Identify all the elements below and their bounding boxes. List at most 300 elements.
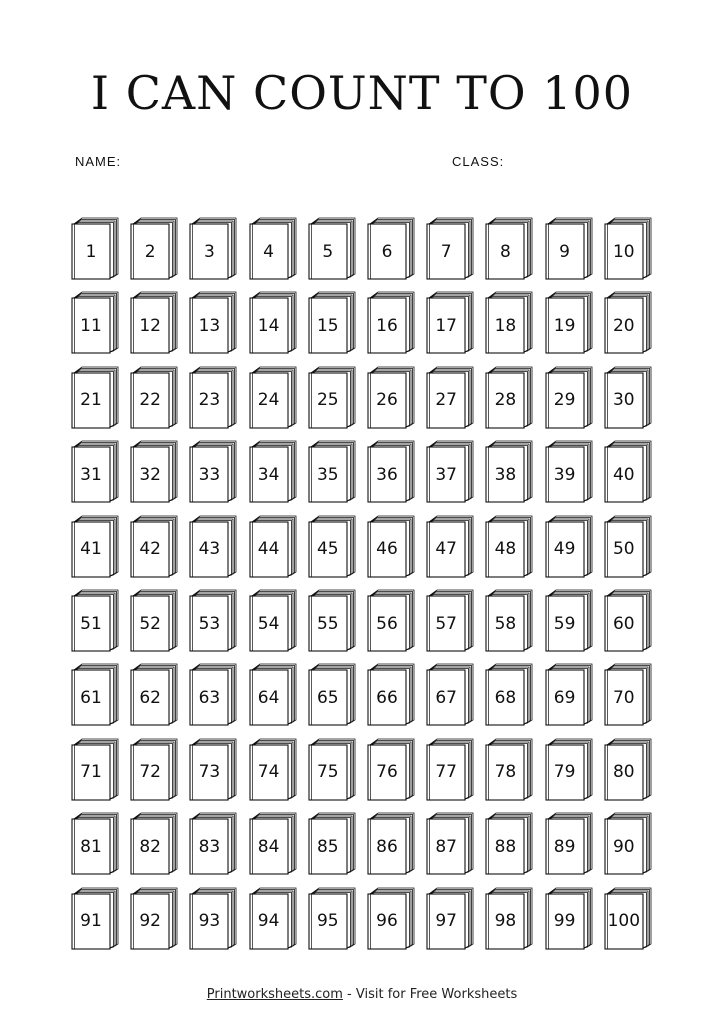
number-book	[425, 512, 475, 578]
book-number: 58	[494, 613, 517, 634]
number-book	[70, 214, 120, 280]
number-book	[129, 437, 179, 503]
number-book	[603, 214, 653, 280]
number-book	[307, 512, 357, 578]
number-book	[70, 512, 120, 578]
book-number: 34	[257, 464, 280, 485]
open-book-icon	[188, 214, 238, 280]
number-book	[425, 660, 475, 726]
number-book	[425, 363, 475, 429]
number-book	[188, 884, 238, 950]
open-book-icon	[307, 288, 357, 354]
open-book-icon	[366, 437, 416, 503]
book-number: 8	[499, 241, 511, 262]
open-book-icon	[129, 214, 179, 280]
number-book	[188, 288, 238, 354]
book-number: 86	[376, 836, 398, 857]
open-book-icon	[307, 660, 357, 726]
book-number: 98	[494, 911, 517, 932]
number-book	[129, 586, 179, 652]
number-book	[484, 512, 534, 578]
book-number: 12	[139, 315, 161, 336]
number-book	[307, 809, 357, 875]
open-book-icon	[484, 735, 534, 801]
number-book	[425, 288, 475, 354]
number-book	[188, 735, 238, 801]
number-book	[366, 363, 416, 429]
book-number: 74	[257, 762, 280, 783]
open-book-icon	[307, 586, 357, 652]
number-book	[603, 586, 653, 652]
number-book	[544, 214, 594, 280]
open-book-icon	[188, 735, 238, 801]
open-book-icon	[129, 288, 179, 354]
book-number: 26	[376, 390, 398, 411]
open-book-icon	[188, 437, 238, 503]
number-book	[188, 586, 238, 652]
open-book-icon	[544, 809, 594, 875]
book-number: 17	[435, 315, 457, 336]
open-book-icon	[425, 363, 475, 429]
book-number: 71	[80, 762, 102, 783]
number-book	[366, 809, 416, 875]
number-book	[425, 437, 475, 503]
book-number: 16	[376, 315, 398, 336]
open-book-icon	[425, 809, 475, 875]
number-book	[484, 214, 534, 280]
book-number: 5	[322, 241, 334, 262]
number-book	[366, 214, 416, 280]
open-book-icon	[248, 363, 298, 429]
open-book-icon	[366, 884, 416, 950]
number-book	[188, 660, 238, 726]
number-book	[307, 735, 357, 801]
book-number: 25	[316, 390, 339, 411]
book-number: 75	[316, 762, 339, 783]
number-book	[129, 512, 179, 578]
book-number: 92	[139, 911, 161, 932]
open-book-icon	[425, 437, 475, 503]
open-book-icon	[248, 809, 298, 875]
class-label: CLASS:	[452, 154, 505, 169]
number-book	[307, 884, 357, 950]
open-book-icon	[484, 884, 534, 950]
open-book-icon	[188, 288, 238, 354]
number-book	[248, 363, 298, 429]
book-number: 94	[257, 911, 280, 932]
number-book	[248, 586, 298, 652]
book-number: 43	[198, 539, 221, 560]
book-number: 56	[376, 613, 398, 634]
open-book-icon	[307, 363, 357, 429]
book-number: 20	[612, 315, 635, 336]
open-book-icon	[425, 512, 475, 578]
book-number: 48	[494, 539, 517, 560]
open-book-icon	[425, 884, 475, 950]
book-number: 79	[553, 762, 576, 783]
book-number: 28	[494, 390, 517, 411]
number-book	[307, 363, 357, 429]
number-book	[70, 437, 120, 503]
open-book-icon	[544, 884, 594, 950]
book-number: 62	[139, 687, 161, 708]
open-book-icon	[248, 437, 298, 503]
page-title: I CAN COUNT TO 100	[90, 66, 634, 120]
book-number: 36	[376, 464, 398, 485]
book-number: 1	[85, 241, 97, 262]
open-book-icon	[70, 809, 120, 875]
book-number: 23	[198, 390, 221, 411]
open-book-icon	[366, 586, 416, 652]
number-book	[188, 809, 238, 875]
number-book	[248, 437, 298, 503]
book-number: 65	[316, 687, 339, 708]
open-book-icon	[70, 214, 120, 280]
number-book	[70, 363, 120, 429]
number-book	[544, 363, 594, 429]
book-number: 100	[607, 911, 641, 932]
open-book-icon	[248, 288, 298, 354]
book-number: 31	[80, 464, 102, 485]
book-number: 7	[440, 241, 452, 262]
book-number: 11	[80, 315, 102, 336]
book-number: 47	[435, 539, 457, 560]
open-book-icon	[603, 363, 653, 429]
open-book-icon	[366, 288, 416, 354]
book-number: 67	[435, 687, 457, 708]
open-book-icon	[544, 735, 594, 801]
book-number: 82	[139, 836, 161, 857]
open-book-icon	[544, 363, 594, 429]
open-book-icon	[70, 586, 120, 652]
open-book-icon	[484, 288, 534, 354]
number-grid	[70, 214, 660, 954]
book-number: 38	[494, 464, 517, 485]
number-book	[484, 437, 534, 503]
open-book-icon	[366, 512, 416, 578]
footer-tagline: - Visit for Free Worksheets	[342, 987, 518, 1002]
open-book-icon	[188, 586, 238, 652]
book-number: 39	[553, 464, 576, 485]
open-book-icon	[307, 884, 357, 950]
number-book	[366, 660, 416, 726]
book-number: 83	[198, 836, 221, 857]
name-label: NAME:	[75, 154, 122, 169]
number-book	[307, 214, 357, 280]
open-book-icon	[544, 586, 594, 652]
book-number: 27	[435, 390, 457, 411]
open-book-icon	[70, 512, 120, 578]
book-number: 3	[203, 241, 215, 262]
book-number: 76	[376, 762, 398, 783]
open-book-icon	[248, 884, 298, 950]
open-book-icon	[307, 809, 357, 875]
book-number: 52	[139, 613, 161, 634]
book-number: 44	[257, 539, 280, 560]
number-book	[425, 214, 475, 280]
open-book-icon	[484, 512, 534, 578]
number-book	[544, 437, 594, 503]
book-number: 15	[316, 315, 339, 336]
number-book	[188, 512, 238, 578]
book-number: 13	[198, 315, 221, 336]
open-book-icon	[129, 735, 179, 801]
number-book	[248, 288, 298, 354]
number-book	[484, 660, 534, 726]
number-book	[484, 884, 534, 950]
open-book-icon	[484, 214, 534, 280]
book-number: 93	[198, 911, 221, 932]
open-book-icon	[484, 660, 534, 726]
book-number: 90	[612, 836, 635, 857]
book-number: 50	[612, 539, 635, 560]
open-book-icon	[366, 735, 416, 801]
number-book	[603, 809, 653, 875]
number-book	[248, 809, 298, 875]
number-book	[70, 809, 120, 875]
open-book-icon	[129, 884, 179, 950]
book-number: 49	[553, 539, 576, 560]
book-number: 29	[553, 390, 576, 411]
number-book	[129, 884, 179, 950]
number-book	[544, 884, 594, 950]
book-number: 54	[257, 613, 280, 634]
number-book	[603, 512, 653, 578]
open-book-icon	[70, 660, 120, 726]
open-book-icon	[129, 586, 179, 652]
open-book-icon	[129, 660, 179, 726]
book-number: 87	[435, 836, 457, 857]
book-number: 19	[553, 315, 576, 336]
open-book-icon	[307, 437, 357, 503]
book-number: 41	[80, 539, 102, 560]
number-book	[129, 735, 179, 801]
open-book-icon	[188, 884, 238, 950]
book-number: 22	[139, 390, 161, 411]
number-book	[307, 288, 357, 354]
book-number: 32	[139, 464, 161, 485]
book-number: 37	[435, 464, 457, 485]
book-number: 45	[316, 539, 339, 560]
book-number: 4	[263, 241, 274, 262]
book-number: 14	[257, 315, 280, 336]
number-book	[425, 884, 475, 950]
open-book-icon	[129, 437, 179, 503]
open-book-icon	[70, 735, 120, 801]
book-number: 95	[316, 911, 339, 932]
number-book	[70, 660, 120, 726]
number-book	[188, 214, 238, 280]
open-book-icon	[603, 437, 653, 503]
number-book	[544, 288, 594, 354]
book-number: 60	[612, 613, 635, 634]
book-number: 30	[612, 390, 635, 411]
number-book	[603, 884, 653, 950]
book-number: 69	[553, 687, 576, 708]
open-book-icon	[544, 288, 594, 354]
number-book	[544, 586, 594, 652]
book-number: 59	[553, 613, 576, 634]
open-book-icon	[188, 363, 238, 429]
open-book-icon	[129, 512, 179, 578]
number-book	[484, 809, 534, 875]
open-book-icon	[603, 660, 653, 726]
open-book-icon	[544, 512, 594, 578]
open-book-icon	[248, 735, 298, 801]
number-book	[484, 586, 534, 652]
number-book	[484, 288, 534, 354]
book-number: 89	[553, 836, 576, 857]
open-book-icon	[544, 214, 594, 280]
open-book-icon	[425, 660, 475, 726]
number-book	[129, 363, 179, 429]
open-book-icon	[366, 660, 416, 726]
open-book-icon	[307, 735, 357, 801]
open-book-icon	[603, 214, 653, 280]
number-book	[307, 437, 357, 503]
book-number: 97	[435, 911, 457, 932]
book-number: 24	[257, 390, 280, 411]
open-book-icon	[603, 512, 653, 578]
book-number: 80	[612, 762, 635, 783]
open-book-icon	[603, 884, 653, 950]
book-number: 73	[198, 762, 221, 783]
number-book	[70, 586, 120, 652]
number-book	[129, 288, 179, 354]
book-number: 2	[144, 241, 156, 262]
open-book-icon	[603, 288, 653, 354]
number-book	[248, 214, 298, 280]
open-book-icon	[307, 214, 357, 280]
number-book	[366, 586, 416, 652]
book-number: 96	[376, 911, 398, 932]
book-number: 66	[376, 687, 398, 708]
open-book-icon	[544, 437, 594, 503]
open-book-icon	[366, 363, 416, 429]
number-book	[484, 735, 534, 801]
book-number: 63	[198, 687, 221, 708]
number-book	[129, 214, 179, 280]
book-number: 64	[257, 687, 280, 708]
open-book-icon	[484, 586, 534, 652]
number-book	[307, 660, 357, 726]
book-number: 61	[80, 687, 102, 708]
book-number: 40	[612, 464, 635, 485]
book-number: 55	[316, 613, 339, 634]
book-number: 72	[139, 762, 161, 783]
book-number: 57	[435, 613, 457, 634]
book-number: 6	[381, 241, 393, 262]
book-number: 10	[612, 241, 635, 262]
book-number: 78	[494, 762, 517, 783]
number-book	[425, 586, 475, 652]
book-number: 99	[553, 911, 576, 932]
open-book-icon	[307, 512, 357, 578]
number-book	[603, 437, 653, 503]
open-book-icon	[129, 809, 179, 875]
open-book-icon	[425, 288, 475, 354]
number-book	[129, 809, 179, 875]
footer-link[interactable]: Printworksheets.com	[206, 987, 343, 1002]
number-book	[425, 735, 475, 801]
number-book	[307, 586, 357, 652]
footer	[0, 987, 724, 1002]
number-book	[248, 735, 298, 801]
number-book	[484, 363, 534, 429]
open-book-icon	[366, 809, 416, 875]
number-book	[366, 735, 416, 801]
book-number: 21	[80, 390, 102, 411]
open-book-icon	[484, 809, 534, 875]
book-number: 88	[494, 836, 517, 857]
book-number: 77	[435, 762, 457, 783]
open-book-icon	[425, 586, 475, 652]
open-book-icon	[70, 363, 120, 429]
open-book-icon	[366, 214, 416, 280]
open-book-icon	[603, 809, 653, 875]
book-number: 91	[80, 911, 102, 932]
open-book-icon	[484, 437, 534, 503]
number-book	[425, 809, 475, 875]
open-book-icon	[248, 660, 298, 726]
book-number: 51	[80, 613, 102, 634]
book-number: 18	[494, 315, 517, 336]
number-book	[366, 884, 416, 950]
number-book	[603, 363, 653, 429]
number-book	[544, 735, 594, 801]
number-book	[248, 660, 298, 726]
number-book	[248, 884, 298, 950]
number-book	[248, 512, 298, 578]
number-book	[188, 437, 238, 503]
open-book-icon	[188, 512, 238, 578]
number-book	[544, 809, 594, 875]
number-book	[544, 660, 594, 726]
open-book-icon	[603, 735, 653, 801]
open-book-icon	[248, 214, 298, 280]
number-book	[70, 884, 120, 950]
book-number: 42	[139, 539, 161, 560]
book-number: 33	[198, 464, 221, 485]
open-book-icon	[188, 660, 238, 726]
number-book	[603, 660, 653, 726]
number-book	[544, 512, 594, 578]
book-number: 84	[257, 836, 280, 857]
book-number: 70	[612, 687, 635, 708]
open-book-icon	[603, 586, 653, 652]
book-number: 9	[559, 241, 570, 262]
open-book-icon	[129, 363, 179, 429]
book-number: 81	[80, 836, 102, 857]
book-number: 85	[316, 836, 339, 857]
number-book	[603, 288, 653, 354]
number-book	[129, 660, 179, 726]
number-book	[366, 512, 416, 578]
number-book	[603, 735, 653, 801]
number-book	[70, 735, 120, 801]
open-book-icon	[425, 735, 475, 801]
number-book	[188, 363, 238, 429]
open-book-icon	[248, 586, 298, 652]
book-number: 53	[198, 613, 221, 634]
book-number: 35	[316, 464, 339, 485]
open-book-icon	[188, 809, 238, 875]
book-number: 68	[494, 687, 517, 708]
open-book-icon	[70, 288, 120, 354]
open-book-icon	[544, 660, 594, 726]
open-book-icon	[248, 512, 298, 578]
number-book	[70, 288, 120, 354]
